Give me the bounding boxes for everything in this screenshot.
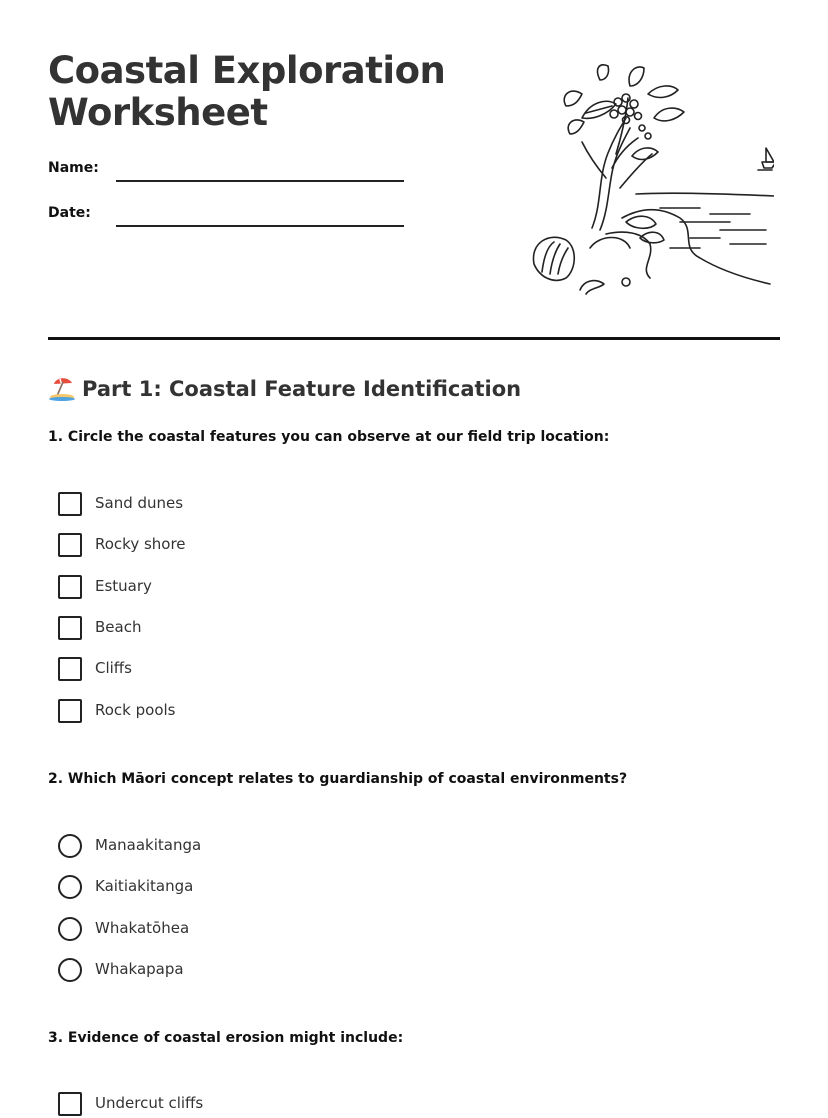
worksheet-page (48, 0, 780, 1118)
option-label: Undercut cliffs (95, 1094, 204, 1112)
date-label: Date: (48, 205, 91, 221)
radio-option[interactable] (58, 958, 558, 982)
radio-button[interactable] (58, 875, 82, 899)
option-label: Sand dunes (95, 494, 184, 512)
checkbox[interactable] (58, 533, 82, 557)
title-line-1: Coastal Exploration (48, 49, 446, 92)
checkbox-option[interactable] (58, 1092, 558, 1116)
title-line-2: Worksheet (48, 91, 268, 134)
checkbox-option[interactable] (58, 616, 558, 640)
checkbox[interactable] (58, 1092, 82, 1116)
date-field[interactable] (48, 205, 408, 235)
checkbox-option[interactable] (58, 533, 558, 557)
radio-button[interactable] (58, 917, 82, 941)
part1-heading-text: Part 1: Coastal Feature Identification (82, 377, 522, 401)
name-line[interactable] (116, 180, 404, 182)
question-3: 3. Evidence of coastal erosion might include: (48, 1030, 404, 1046)
option-label: Whakatōhea (95, 919, 190, 937)
name-label: Name: (48, 160, 99, 176)
option-label: Cliffs (95, 659, 132, 677)
option-label: Kaitiakitanga (95, 877, 194, 895)
checkbox-option[interactable] (58, 492, 558, 516)
radio-option[interactable] (58, 834, 558, 858)
option-label: Manaakitanga (95, 836, 202, 854)
option-label: Estuary (95, 577, 152, 595)
checkbox-option[interactable] (58, 699, 558, 723)
worksheet-title (48, 50, 445, 134)
name-field[interactable] (48, 160, 408, 190)
question-2: 2. Which Māori concept relates to guardianship of coastal environments? (48, 771, 628, 787)
radio-button[interactable] (58, 958, 82, 982)
checkbox[interactable] (58, 575, 82, 599)
option-label: Rocky shore (95, 535, 186, 553)
section-divider (48, 337, 780, 340)
checkbox[interactable] (58, 699, 82, 723)
coastal-scene-illustration (530, 58, 774, 302)
radio-button[interactable] (58, 834, 82, 858)
date-line[interactable] (116, 225, 404, 227)
checkbox-option[interactable] (58, 657, 558, 681)
checkbox-option[interactable] (58, 575, 558, 599)
part1-heading (48, 374, 521, 402)
option-label: Whakapapa (95, 960, 184, 978)
checkbox[interactable] (58, 492, 82, 516)
checkbox[interactable] (58, 657, 82, 681)
radio-option[interactable] (58, 917, 558, 941)
checkbox[interactable] (58, 616, 82, 640)
option-label: Rock pools (95, 701, 176, 719)
beach-umbrella-icon (48, 374, 76, 402)
option-label: Beach (95, 618, 142, 636)
radio-option[interactable] (58, 875, 558, 899)
question-1: 1. Circle the coastal features you can observe at our field trip location: (48, 429, 610, 445)
